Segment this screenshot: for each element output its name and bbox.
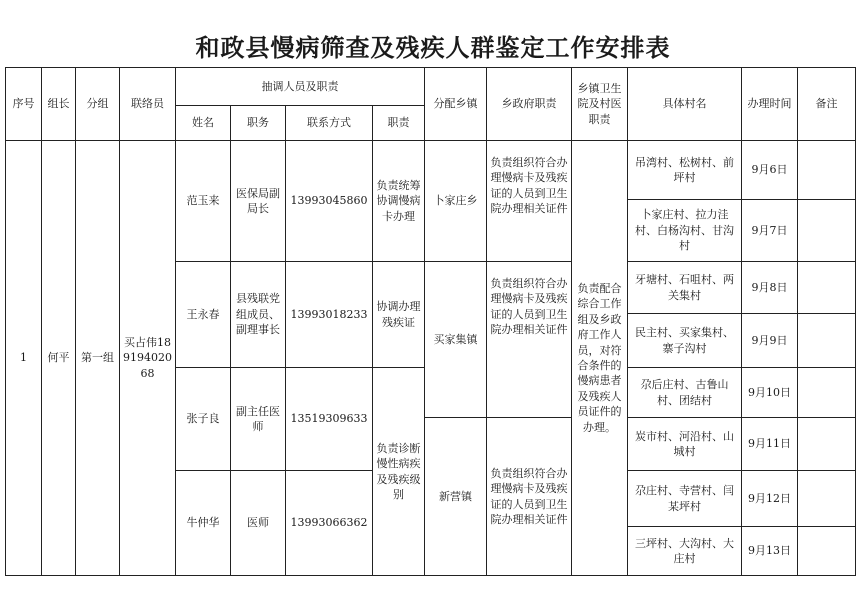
schedule-villages: 牙塘村、石咀村、两关集村	[628, 262, 742, 314]
header-villages: 具体村名	[628, 68, 742, 141]
schedule-villages: 尕庄村、寺营村、闫某坪村	[628, 471, 742, 527]
staff-duty: 协调办理残疾证	[373, 262, 425, 368]
header-post: 职务	[231, 106, 286, 141]
note-cell	[798, 368, 856, 418]
township-gov-duty: 负责组织符合办理慢病卡及残疾证的人员到卫生院办理相关证件	[487, 418, 572, 576]
header-liaison: 联络员	[120, 68, 176, 141]
schedule-date: 9月12日	[742, 471, 798, 527]
schedule-villages: 吊湾村、松树村、前坪村	[628, 141, 742, 200]
staff-post: 副主任医师	[231, 368, 286, 471]
header-group: 分组	[76, 68, 120, 141]
header-name: 姓名	[176, 106, 231, 141]
header-note: 备注	[798, 68, 856, 141]
schedule-villages: 炭市村、河沿村、山城村	[628, 418, 742, 471]
schedule-date: 9月13日	[742, 527, 798, 576]
note-cell	[798, 200, 856, 262]
group-name: 第一组	[76, 141, 120, 576]
header-leader: 组长	[42, 68, 76, 141]
header-contact: 联系方式	[286, 106, 373, 141]
note-cell	[798, 262, 856, 314]
document-title: 和政县慢病筛查及残疾人群鉴定工作安排表	[195, 33, 671, 62]
township-name: 卜家庄乡	[425, 141, 487, 262]
schedule-villages: 三坪村、大沟村、大庄村	[628, 527, 742, 576]
schedule-villages: 尕后庄村、古鲁山村、团结村	[628, 368, 742, 418]
staff-phone: 13993066362	[286, 471, 373, 576]
note-cell	[798, 471, 856, 527]
staff-name: 范玉来	[176, 141, 231, 262]
staff-phone: 13993018233	[286, 262, 373, 368]
group-leader: 何平	[42, 141, 76, 576]
note-cell	[798, 527, 856, 576]
header-duty: 职责	[373, 106, 425, 141]
schedule-date: 9月7日	[742, 200, 798, 262]
header-seq: 序号	[6, 68, 42, 141]
staff-duty: 负责诊断慢性病疾及残疾级别	[373, 368, 425, 576]
schedule-date: 9月9日	[742, 314, 798, 368]
schedule-table	[5, 67, 856, 576]
schedule-date: 9月8日	[742, 262, 798, 314]
clinic-duty: 负责配合综合工作组及乡政府工作人员，对符合条件的慢病患者及残疾人员证件的办理。	[572, 141, 628, 576]
staff-duty: 负责统筹协调慢病卡办理	[373, 141, 425, 262]
schedule-date: 9月6日	[742, 141, 798, 200]
header-staff: 抽调人员及职责	[176, 68, 425, 106]
schedule-date: 9月11日	[742, 418, 798, 471]
township-gov-duty: 负责组织符合办理慢病卡及残疾证的人员到卫生院办理相关证件	[487, 262, 572, 418]
note-cell	[798, 418, 856, 471]
group-seq: 1	[6, 141, 42, 576]
staff-post: 医保局副局长	[231, 141, 286, 262]
staff-post: 县残联党组成员、副理事长	[231, 262, 286, 368]
header-time: 办理时间	[742, 68, 798, 141]
staff-phone: 13993045860	[286, 141, 373, 262]
note-cell	[798, 141, 856, 200]
township-name: 新营镇	[425, 418, 487, 576]
staff-phone: 13519309633	[286, 368, 373, 471]
township-gov-duty: 负责组织符合办理慢病卡及残疾证的人员到卫生院办理相关证件	[487, 141, 572, 262]
staff-name: 张子良	[176, 368, 231, 471]
schedule-date: 9月10日	[742, 368, 798, 418]
note-cell	[798, 314, 856, 368]
header-township: 分配乡镇	[425, 68, 487, 141]
header-clinic-duty: 乡镇卫生院及村医职责	[572, 68, 628, 141]
group-liaison: 买占伟18919402068	[120, 141, 176, 576]
header-gov-duty: 乡政府职责	[487, 68, 572, 141]
staff-post: 医师	[231, 471, 286, 576]
schedule-villages: 民主村、买家集村、寨子沟村	[628, 314, 742, 368]
staff-name: 王永春	[176, 262, 231, 368]
staff-name: 牛仲华	[176, 471, 231, 576]
schedule-villages: 卜家庄村、拉力洼村、白杨沟村、甘沟村	[628, 200, 742, 262]
township-name: 买家集镇	[425, 262, 487, 418]
